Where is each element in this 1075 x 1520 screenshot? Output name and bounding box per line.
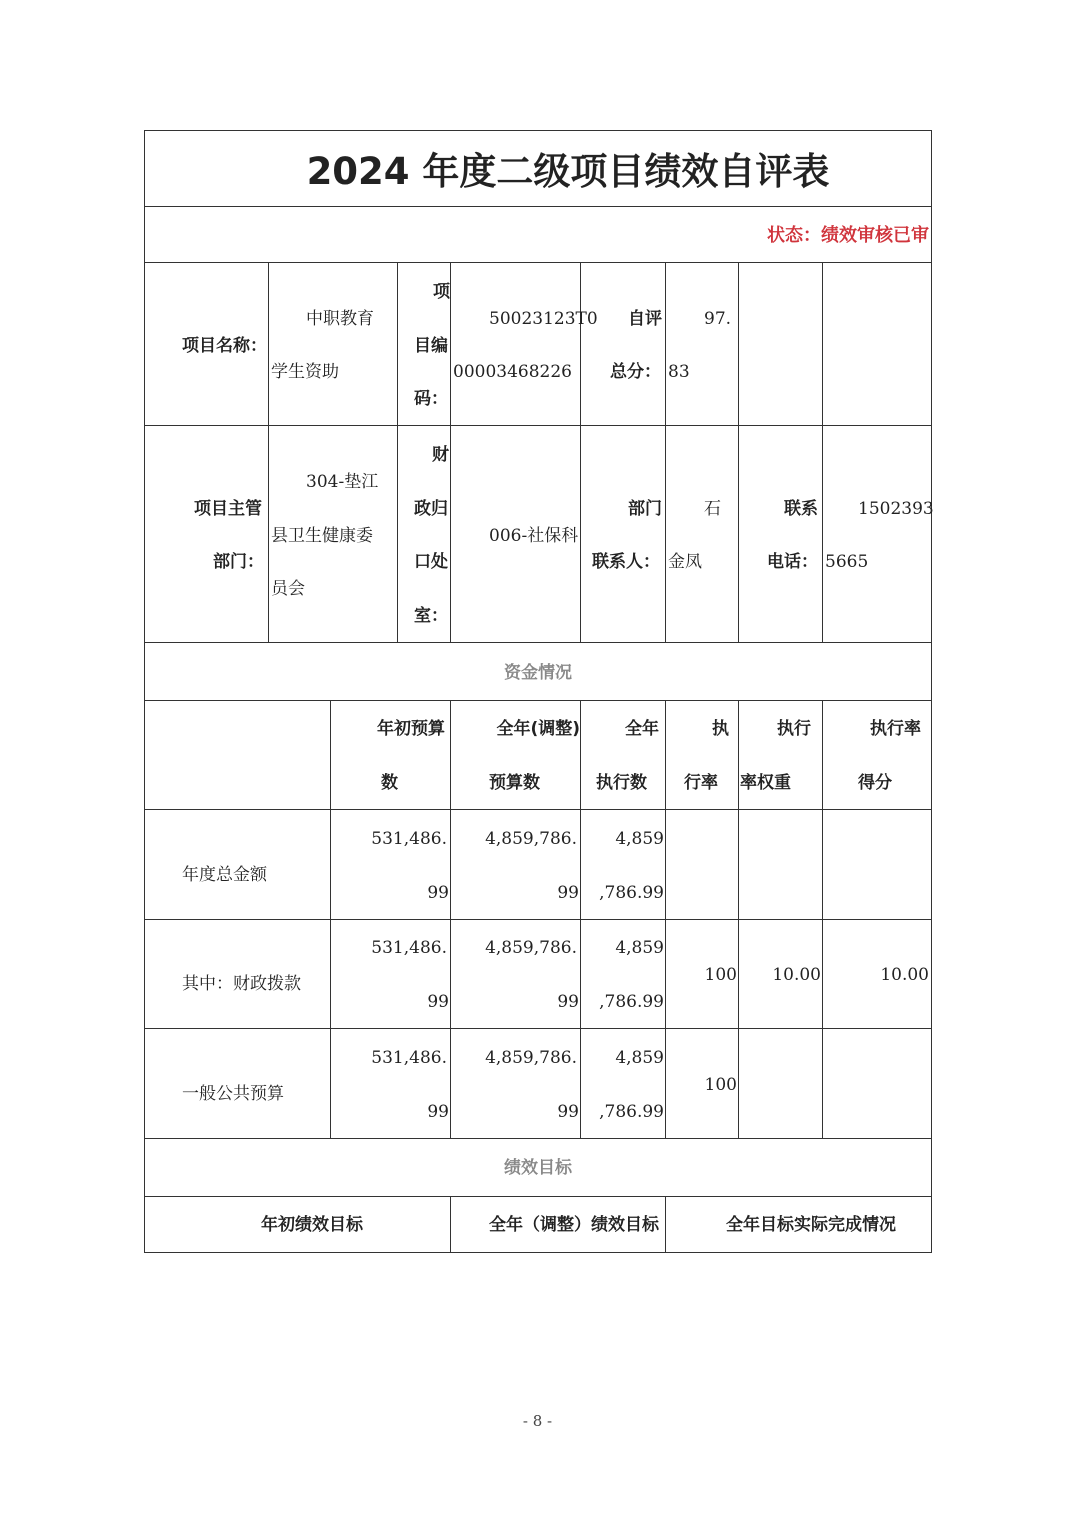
project-code-label: 码： bbox=[414, 389, 448, 409]
initial-budget-value: 99 bbox=[427, 1102, 449, 1122]
exec-rate-value: 100 bbox=[704, 965, 737, 985]
initial-budget-value: 99 bbox=[427, 883, 449, 903]
adjusted-budget-value: 4,859,786. bbox=[485, 938, 577, 958]
header-initial-budget: 年初预算 bbox=[377, 719, 445, 739]
self-score-value: 83 bbox=[668, 362, 690, 382]
phone-label: 电话： bbox=[767, 552, 818, 572]
initial-budget-value: 531,486. bbox=[371, 829, 447, 849]
adjusted-budget-value: 99 bbox=[557, 1102, 579, 1122]
project-code-value: 50023123T0 bbox=[489, 309, 598, 329]
row-divider bbox=[144, 206, 932, 207]
header-executed: 全年 bbox=[625, 719, 659, 739]
executed-value: 4,859 bbox=[615, 1048, 664, 1068]
col-divider bbox=[450, 700, 451, 1138]
finance-office-label: 口处 bbox=[414, 552, 448, 572]
rate-score-value: 10.00 bbox=[880, 965, 929, 985]
self-score-label: 自评 bbox=[628, 309, 662, 329]
finance-office-label: 室： bbox=[414, 606, 448, 626]
col-divider bbox=[822, 262, 823, 642]
adjusted-budget-value: 99 bbox=[557, 992, 579, 1012]
col-divider bbox=[665, 1196, 666, 1253]
col-divider bbox=[397, 262, 398, 642]
page-number: - 8 - bbox=[522, 1412, 553, 1430]
row-divider bbox=[144, 425, 932, 426]
header-exec-rate: 执 bbox=[712, 719, 729, 739]
dept-value: 员会 bbox=[271, 579, 305, 599]
goal-actual-header: 全年目标实际完成情况 bbox=[726, 1215, 896, 1235]
dept-label: 项目主管 bbox=[194, 499, 262, 519]
finance-office-label: 财 bbox=[432, 445, 449, 465]
goal-adjusted-header: 全年（调整）绩效目标 bbox=[489, 1215, 659, 1235]
executed-value: ,786.99 bbox=[599, 1102, 664, 1122]
executed-value: 4,859 bbox=[615, 938, 664, 958]
dept-contact-label: 部门 bbox=[628, 499, 662, 519]
header-rate-weight: 率权重 bbox=[740, 773, 791, 793]
header-adjusted-budget: 预算数 bbox=[489, 773, 540, 793]
row-divider bbox=[144, 1138, 932, 1139]
dept-contact-value: 金凤 bbox=[668, 552, 702, 572]
dept-contact-label: 联系人： bbox=[592, 552, 660, 572]
form-title: 2024 年度二级项目绩效自评表 bbox=[306, 150, 830, 193]
project-code-value: 00003468226 bbox=[453, 362, 572, 382]
funds-row-label: 一般公共预算 bbox=[182, 1084, 284, 1104]
row-divider bbox=[144, 1028, 932, 1029]
phone-value: 1502393 bbox=[858, 499, 934, 519]
self-score-value: 97. bbox=[704, 309, 732, 329]
dept-value: 县卫生健康委 bbox=[271, 526, 373, 546]
project-name-value: 学生资助 bbox=[271, 362, 339, 382]
col-divider bbox=[450, 1196, 451, 1253]
header-executed: 执行数 bbox=[596, 773, 647, 793]
adjusted-budget-value: 99 bbox=[557, 883, 579, 903]
header-exec-rate: 行率 bbox=[684, 773, 718, 793]
adjusted-budget-value: 4,859,786. bbox=[485, 829, 577, 849]
col-divider bbox=[330, 700, 331, 1138]
funds-row-label: 其中：财政拨款 bbox=[182, 974, 301, 994]
col-divider bbox=[738, 262, 739, 642]
exec-rate-value: 100 bbox=[704, 1075, 737, 1095]
header-rate-score: 得分 bbox=[858, 773, 892, 793]
status-label: 状态：绩效审核已审 bbox=[767, 225, 929, 246]
row-divider bbox=[144, 1196, 932, 1197]
header-initial-budget: 数 bbox=[381, 773, 398, 793]
col-divider bbox=[738, 700, 739, 1138]
header-rate-weight: 执行 bbox=[777, 719, 811, 739]
project-name-label: 项目名称： bbox=[182, 336, 267, 356]
initial-budget-value: 531,486. bbox=[371, 1048, 447, 1068]
phone-label: 联系 bbox=[784, 499, 818, 519]
goals-section-title: 绩效目标 bbox=[504, 1158, 572, 1178]
self-score-label: 总分： bbox=[610, 362, 661, 382]
row-divider bbox=[144, 700, 932, 701]
adjusted-budget-value: 4,859,786. bbox=[485, 1048, 577, 1068]
col-divider bbox=[580, 700, 581, 1138]
header-adjusted-budget: 全年(调整) bbox=[496, 719, 580, 739]
col-divider bbox=[450, 262, 451, 642]
dept-label: 部门： bbox=[213, 552, 264, 572]
finance-office-label: 政归 bbox=[414, 499, 448, 519]
goal-initial-header: 年初绩效目标 bbox=[261, 1215, 363, 1235]
funds-row-label: 年度总金额 bbox=[182, 865, 267, 885]
rate-weight-value: 10.00 bbox=[772, 965, 821, 985]
col-divider bbox=[822, 700, 823, 1138]
project-name-value: 中职教育 bbox=[306, 309, 374, 329]
funds-section-title: 资金情况 bbox=[504, 663, 572, 683]
initial-budget-value: 99 bbox=[427, 992, 449, 1012]
executed-value: ,786.99 bbox=[599, 992, 664, 1012]
row-divider bbox=[144, 919, 932, 920]
col-divider bbox=[268, 262, 269, 642]
dept-value: 304-垫江 bbox=[306, 472, 379, 492]
dept-contact-value: 石 bbox=[704, 499, 721, 519]
project-code-label: 项 bbox=[433, 282, 450, 302]
row-divider bbox=[144, 262, 932, 263]
row-divider bbox=[144, 642, 932, 643]
row-divider bbox=[144, 809, 932, 810]
project-code-label: 目编 bbox=[414, 336, 448, 356]
col-divider bbox=[665, 262, 666, 642]
phone-value: 5665 bbox=[825, 552, 869, 572]
finance-office-value: 006-社保科 bbox=[489, 526, 579, 546]
initial-budget-value: 531,486. bbox=[371, 938, 447, 958]
executed-value: ,786.99 bbox=[599, 883, 664, 903]
header-rate-score: 执行率 bbox=[870, 719, 921, 739]
executed-value: 4,859 bbox=[615, 829, 664, 849]
col-divider bbox=[665, 700, 666, 1138]
